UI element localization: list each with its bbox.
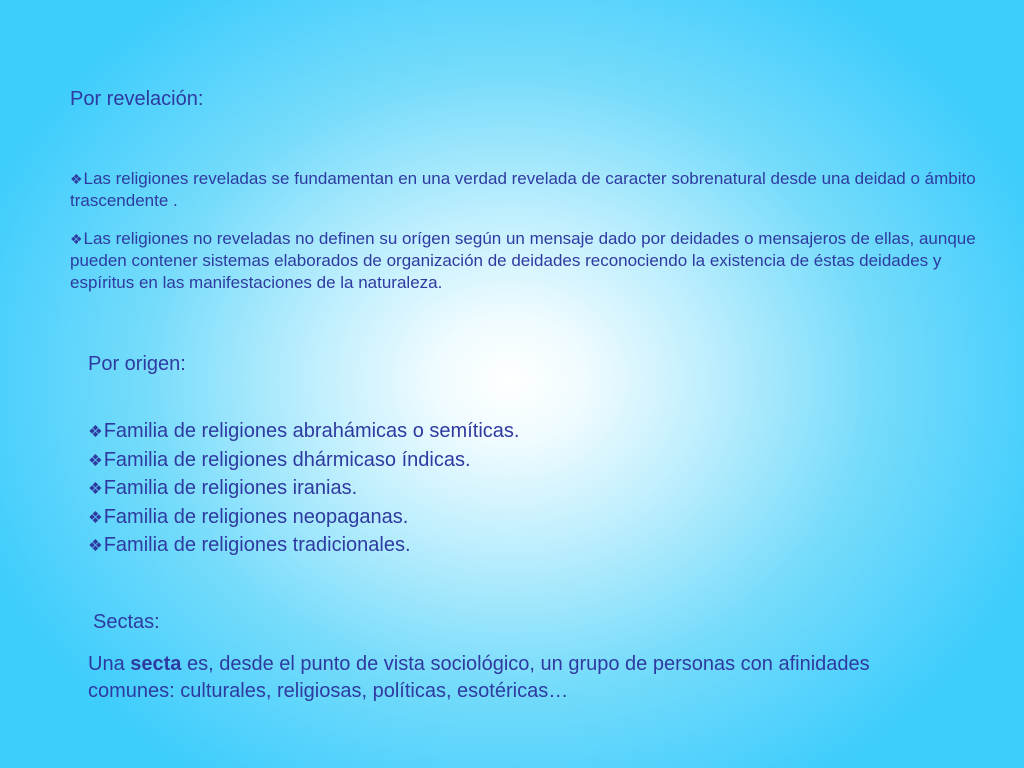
list-item [88,447,519,476]
list-item-text: Familia de religiones abrahámicas o semíticas. [103,420,520,442]
sectas-definition [88,651,918,705]
diamond-bullet-icon [70,229,84,248]
diamond-bullet-icon [88,506,104,528]
list-item-text: Familia de religiones neopaganas. [103,505,409,528]
diamond-bullet-icon [70,169,84,188]
bullet-text: Las religiones no reveladas no definen su orígen según un mensaje dado por deidades o mensajeros de ellas, aunque pueden contener sistemas elaborados de organización de deidades reconociendo la existencia de éstas deidades y espíritus en las manifestaciones de la naturaleza. [70,229,976,292]
section-heading-revelacion: Por revelación: [70,88,204,110]
definition-text: Una [88,653,131,675]
bullet-text: Las religiones reveladas se fundamentan en una verdad revelada de caracter sobrenatural desde una deidad o ámbito trascendente . [70,169,976,210]
diamond-bullet-icon [88,449,104,471]
diamond-bullet-icon [88,534,104,556]
origen-list [88,418,519,561]
list-item [88,475,519,504]
definition-text: es, desde el punto de vista sociológico, un grupo de personas con afinidades comunes: culturales, religiosas, políticas, esotéricas… [88,653,870,702]
list-item-text: Familia de religiones tradicionales. [103,534,411,556]
section-heading-origen: Por origen: [88,353,186,375]
list-item [88,504,519,533]
list-item [88,532,519,561]
diamond-bullet-icon [88,420,104,442]
bullet-paragraph [70,228,1000,294]
list-item [88,418,519,447]
list-item-text: Familia de religiones dhármicaso índicas. [103,448,471,471]
section-heading-sectas: Sectas: [93,611,160,633]
definition-term: secta [130,653,182,675]
diamond-bullet-icon [88,477,104,499]
list-item-text: Familia de religiones iranias. [103,477,358,499]
bullet-paragraph [70,168,1000,212]
